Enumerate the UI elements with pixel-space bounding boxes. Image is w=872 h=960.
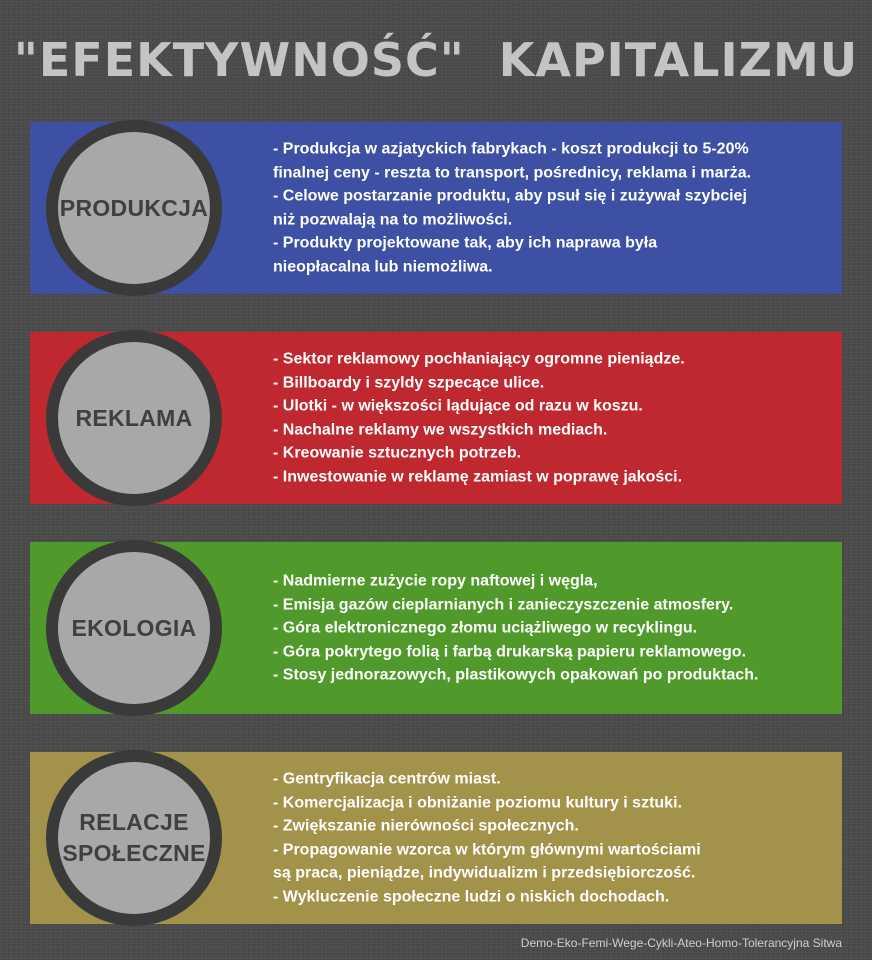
section-label-ekologia: EKOLOGIA [71, 614, 197, 641]
footer-credit: Demo-Eko-Femi-Wege-Cykli-Ateo-Homo-Tolerancyjna Sitwa [520, 936, 842, 950]
circle-reklama [46, 330, 222, 506]
list-item: - Emisja gazów cieplarnianych i zanieczyszczenie atmosfery. [273, 595, 734, 613]
items-produkcja [273, 138, 838, 279]
list-item: - Produkcja w azjatyckich fabrykach - koszt produkcji to 5-20% finalnej ceny - reszta to transport, pośrednicy, reklama i marża. [273, 140, 752, 181]
section-ekologia [0, 540, 872, 716]
list-item: - Produkty projektowane tak, aby ich naprawa była nieopłacalna lub niemożliwa. [273, 234, 658, 275]
circle-ekologia [46, 540, 222, 716]
list-item: - Komercjalizacja i obniżanie poziomu kultury i sztuki. [273, 794, 682, 811]
list-item: - Stosy jednorazowych, plastikowych opakowań po produktach. [273, 666, 759, 684]
section-reklama [0, 330, 872, 506]
list-item: - Wykluczenie społeczne ludzi o niskich dochodach. [273, 888, 670, 905]
list-item: - Góra pokrytego folią i farbą drukarską papieru reklamowego. [273, 642, 747, 660]
list-item: - Billboardy i szyldy szpecące ulice. [273, 374, 545, 391]
section-label-reklama: REKLAMA [75, 404, 193, 431]
list-item: - Celowe postarzanie produktu, aby psuł się i zużywał szybciej niż pozwalają na to możliwości. [273, 187, 747, 228]
list-item: - Nachalne reklamy we wszystkich mediach. [273, 421, 608, 438]
section-relacje-spoleczne [0, 750, 872, 926]
circle-relacje-spoleczne [46, 750, 222, 926]
list-item: - Ulotki - w większości lądujące od razu w koszu. [273, 397, 643, 415]
list-item: - Góra elektronicznego złomu uciążliwego w recyklingu. [273, 619, 698, 637]
poster-title: "EFEKTYWNOŚĆ" KAPITALIZMU [13, 33, 859, 87]
list-item: - Sektor reklamowy pochłaniający ogromne pieniądze. [273, 350, 685, 368]
list-item: - Gentryfikacja centrów miast. [273, 770, 501, 788]
list-item: - Nadmierne zużycie ropy naftowej i węgla, [273, 572, 598, 590]
items-reklama [273, 348, 838, 489]
section-produkcja [0, 120, 872, 296]
items-ekologia [273, 569, 838, 687]
section-label-produkcja: PRODUKCJA [59, 194, 209, 221]
list-item: - Inwestowanie w reklamę zamiast w poprawę jakości. [273, 468, 683, 485]
items-relacje-spoleczne [273, 768, 838, 909]
circle-produkcja [46, 120, 222, 296]
list-item: - Propagowanie wzorca w którym głównymi wartościami są praca, pieniądze, indywidualizm i przedsiębiorczość. [273, 841, 701, 882]
list-item: - Kreowanie sztucznych potrzeb. [273, 444, 522, 462]
list-item: - Zwiększanie nierówności społecznych. [273, 817, 579, 835]
section-label-relacje-spoleczne: RELACJE SPOŁECZNE [62, 809, 206, 866]
